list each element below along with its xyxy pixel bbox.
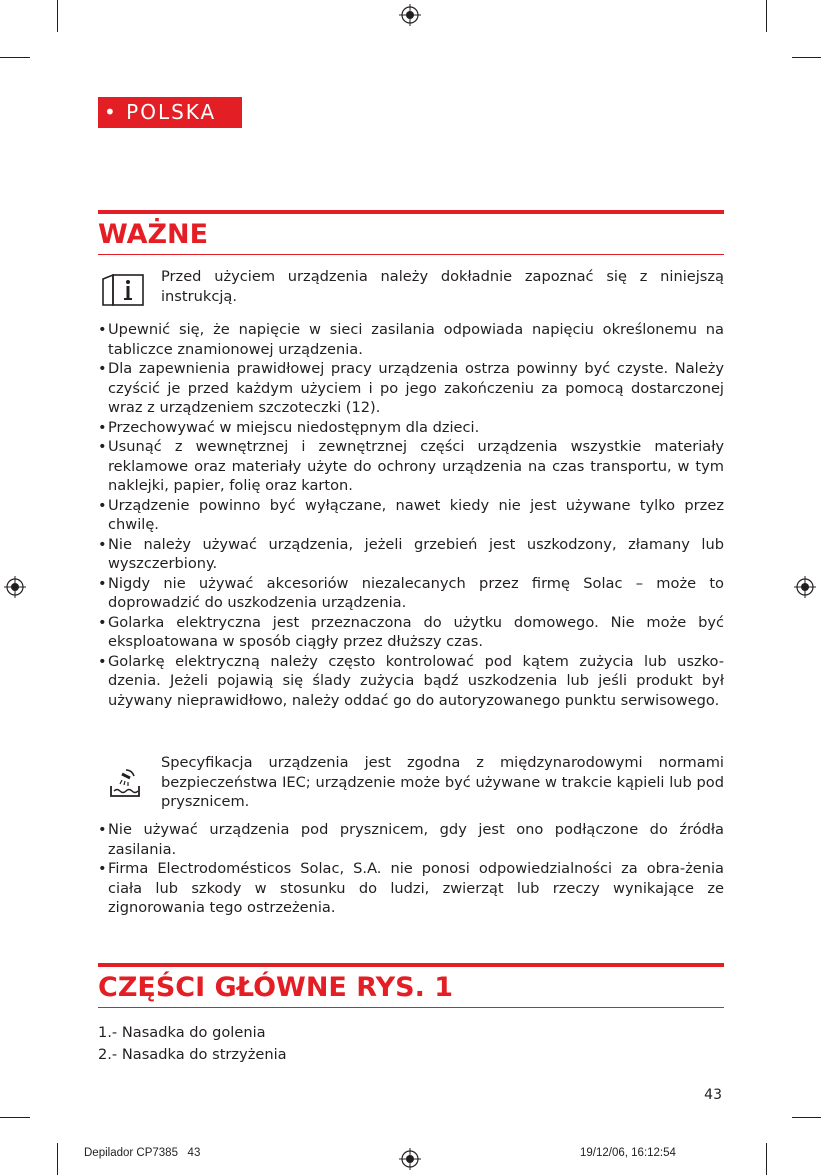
list-item: • Upewnić się, że napięcie w sieci zasilania odpowiada napięciu określonemu na tabliczce znamionowej urządzenia. (98, 320, 724, 359)
registration-mark-icon (794, 576, 816, 598)
crop-mark (57, 0, 58, 32)
section-bar (98, 963, 724, 967)
crop-mark (57, 1143, 58, 1175)
crop-mark (766, 1143, 767, 1175)
registration-mark-icon (399, 4, 421, 26)
parts-item: 1.- Nasadka do golenia (98, 1024, 266, 1041)
spec-note: Specyfikacja urządzenia jest zgodna z międzynarodowymi normami bezpieczeństwa IEC; urządzenie może być używane w trakcie kąpieli lub pod prysznicem. (161, 754, 724, 810)
parts-list (98, 1022, 287, 1066)
crop-mark (766, 0, 767, 32)
section-rule (98, 254, 724, 255)
crop-mark (0, 1117, 30, 1118)
list-item: • Przechowywać w miejscu niedostępnym dla dzieci. (98, 418, 724, 438)
footer-left: Depilador CP7385 43 (84, 1147, 201, 1159)
safety-list (98, 320, 724, 710)
section-bar (98, 210, 724, 214)
section-rule (98, 1007, 724, 1008)
list-item: • Urządzenie powinno być wyłączane, nawet kiedy nie jest używane tylko przez chwilę. (98, 496, 724, 535)
language-badge: • POLSKA (98, 97, 242, 128)
list-item: • Usunąć z wewnętrznej i zewnętrznej części urządzenia wszystkie materiały reklamowe oraz materiały użyte do ochrony urządzenia na czas transportu, w tym naklejki, papier, folię oraz karton. (98, 437, 724, 496)
list-item: • Golarkę elektryczną należy często kontrolować pod kątem zużycia lub uszko-dzenia. Jeżeli pojawią się ślady zużycia bądź uszkodzenia lub jeśli produkt był używany nieprawidłowo, należy oddać go do autoryzowanego punktu serwisowego. (98, 652, 724, 711)
registration-mark-icon (399, 1148, 421, 1170)
registration-mark-icon (4, 576, 26, 598)
list-item: • Nigdy nie używać akcesoriów niezalecanych przez firmę Solac – może to doprowadzić do uszkodzenia urządzenia. (98, 574, 724, 613)
info-manual-icon (101, 273, 145, 307)
crop-mark (0, 57, 30, 58)
crop-mark (792, 1117, 821, 1118)
list-item: • Nie należy używać urządzenia, jeżeli grzebień jest uszkodzony, złamany lub wyszczerbiony. (98, 535, 724, 574)
list-item: • Dla zapewnienia prawidłowej pracy urządzenia ostrza powinny być czyste. Należy czyścić je przed każdym użyciem i po jego zakończeniu za pomocą dostarczonej wraz z urządzeniem szczoteczki (12). (98, 359, 724, 418)
section-title-important: WAŻNE (98, 219, 209, 250)
crop-mark (792, 57, 821, 58)
parts-item: 2.- Nasadka do strzyżenia (98, 1046, 287, 1063)
intro-text: Przed użyciem urządzenia należy dokładnie zapoznać się z niniejszą instrukcją. (161, 268, 724, 305)
section-title-main-parts: CZĘŚCI GŁÓWNE RYS. 1 (98, 972, 454, 1003)
safety-list-continued (98, 820, 724, 918)
list-item: • Golarka elektryczna jest przeznaczona do użytku domowego. Nie może być eksploatowana w sposób ciągły przez dłuższy czas. (98, 613, 724, 652)
page-number: 43 (704, 1087, 722, 1103)
list-item: • Nie używać urządzenia pod prysznicem, gdy jest ono podłączone do źródła zasilania. (98, 820, 724, 859)
footer-right: 19/12/06, 16:12:54 (580, 1147, 676, 1159)
bath-shower-icon (108, 768, 142, 800)
list-item: • Firma Electrodomésticos Solac, S.A. nie ponosi odpowiedzialności za obra-żenia ciała lub szkody w stosunku do ludzi, zwierząt lub rzeczy wynikające ze zignorowania tego ostrzeżenia. (98, 859, 724, 918)
